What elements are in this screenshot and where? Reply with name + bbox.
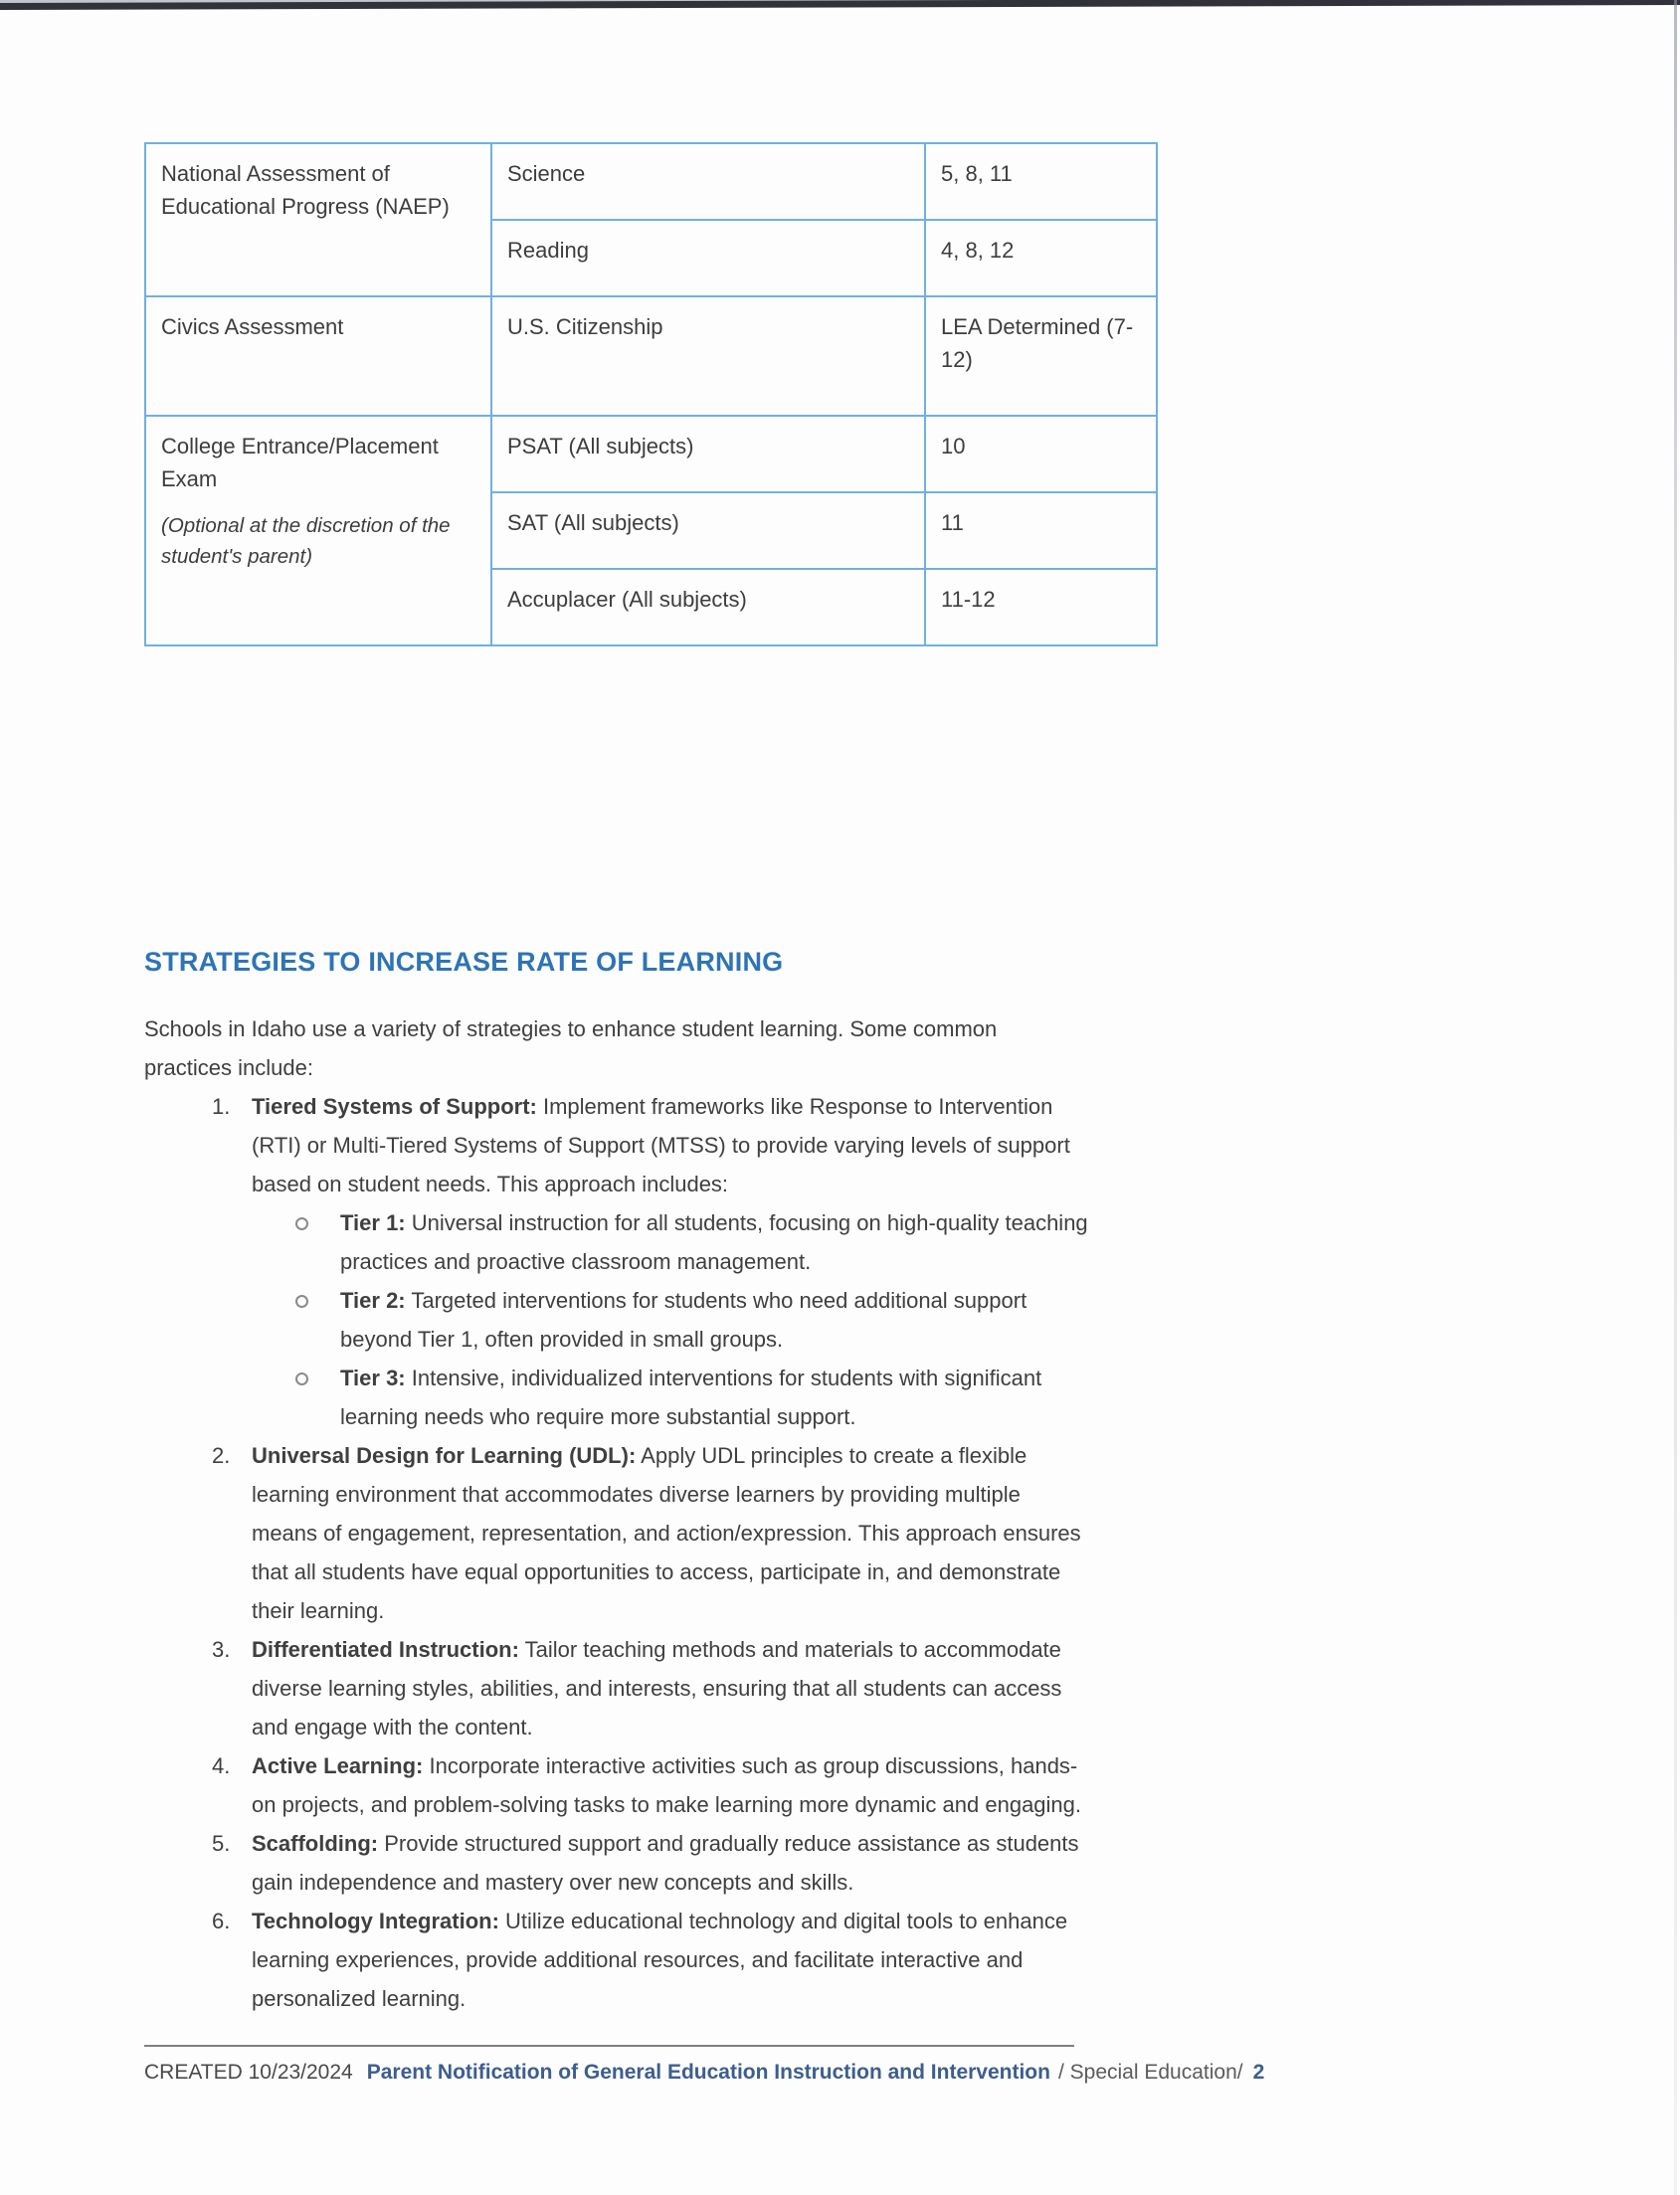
subject-cell: Science — [491, 143, 925, 220]
assessment-name-cell: Civics Assessment — [145, 296, 491, 416]
list-item — [144, 1824, 1089, 1902]
list-item — [144, 1902, 1089, 2018]
scan-edge-dark-artifact — [0, 0, 1680, 10]
page-footer — [144, 2045, 1265, 2085]
sub-list-item — [295, 1359, 1089, 1436]
list-item — [144, 1087, 1089, 1436]
list-item-number: 4. — [212, 1753, 231, 1778]
list-item-lead: Tiered Systems of Support: — [252, 1094, 537, 1119]
sub-item-lead: Tier 1: — [340, 1210, 406, 1235]
list-item-lead: Active Learning: — [252, 1753, 424, 1778]
sub-list-item — [295, 1281, 1089, 1359]
circle-bullet-icon — [295, 1372, 308, 1385]
sub-item-body: Intensive, individualized interventions for students with significant learning needs who require more substantial support. — [340, 1366, 1042, 1429]
footer-section-label: / Special Education/ — [1057, 2061, 1243, 2084]
list-item-number: 6. — [212, 1909, 231, 1933]
grades-cell: 11 — [925, 492, 1157, 569]
sub-item-text — [340, 1359, 1089, 1436]
table-row — [145, 296, 1157, 416]
sub-item-text — [340, 1203, 1089, 1281]
grades-cell: 4, 8, 12 — [925, 220, 1157, 296]
list-item-lead: Differentiated Instruction: — [252, 1637, 519, 1662]
scan-right-edge-artifact — [1674, 0, 1677, 2195]
subject-cell: PSAT (All subjects) — [491, 416, 925, 492]
subject-cell: Accuplacer (All subjects) — [491, 569, 925, 645]
subject-cell: U.S. Citizenship — [491, 296, 925, 416]
sub-list-item — [295, 1203, 1089, 1281]
grades-cell: LEA Determined (7-12) — [925, 296, 1157, 416]
footer-text — [144, 2061, 1265, 2085]
footer-page-number: 2 — [1252, 2061, 1265, 2084]
list-item — [144, 1630, 1089, 1746]
list-item-lead: Scaffolding: — [252, 1831, 379, 1856]
list-item-text — [252, 1902, 1089, 2018]
sub-item-text — [340, 1281, 1089, 1359]
table-row — [145, 143, 1157, 220]
assessment-name-cell — [145, 416, 491, 645]
section-intro-paragraph: Schools in Idaho use a variety of strategies to enhance student learning. Some common practices include: — [144, 1016, 998, 1080]
list-item-lead: Universal Design for Learning (UDL): — [252, 1443, 637, 1468]
list-item-body: Incorporate interactive activities such as group discussions, hands-on projects, and problem-solving tasks to make learning more dynamic and engaging. — [252, 1753, 1082, 1817]
list-item-body: Tailor teaching methods and materials to accommodate diverse learning styles, abilities, and interests, ensuring that all students can access and engage with the content. — [252, 1637, 1062, 1739]
subject-cell: SAT (All subjects) — [491, 492, 925, 569]
sub-item-lead: Tier 3: — [340, 1366, 406, 1390]
list-item-number: 5. — [212, 1831, 231, 1856]
circle-bullet-icon — [295, 1295, 308, 1308]
circle-bullet-icon — [295, 1217, 308, 1230]
list-item-number: 1. — [212, 1094, 231, 1119]
sub-item-body: Targeted interventions for students who need additional support beyond Tier 1, often provided in small groups. — [340, 1288, 1027, 1352]
list-item-lead: Technology Integration: — [252, 1909, 499, 1933]
list-item-number: 3. — [212, 1637, 231, 1662]
strategies-list — [144, 1087, 1089, 2018]
footer-document-title: Parent Notification of General Education Instruction and Intervention — [366, 2061, 1050, 2084]
grades-cell: 11-12 — [925, 569, 1157, 645]
list-item-number: 2. — [212, 1443, 231, 1468]
footer-divider — [144, 2045, 1074, 2047]
grades-cell: 10 — [925, 416, 1157, 492]
list-item-text — [252, 1746, 1089, 1824]
list-item-text — [252, 1630, 1089, 1746]
list-item-body: Apply UDL principles to create a flexible learning environment that accommodates diverse learners by providing multiple means of engagement, representation, and action/expression. This approach ensures that all students have equal opportunities to access, participate in, and demonstrate their learning. — [252, 1443, 1081, 1623]
list-item-text — [252, 1087, 1089, 1436]
sub-item-lead: Tier 2: — [340, 1288, 406, 1313]
list-item — [144, 1746, 1089, 1824]
assessment-note: (Optional at the discretion of the student's parent) — [161, 514, 451, 568]
table-row — [145, 416, 1157, 492]
assessment-name-cell: National Assessment of Educational Progress (NAEP) — [145, 143, 491, 296]
assessment-name: College Entrance/Placement Exam — [161, 434, 439, 491]
subject-cell: Reading — [491, 220, 925, 296]
list-item-body: Utilize educational technology and digital tools to enhance learning experiences, provide additional resources, and facilitate interactive and personalized learning. — [252, 1909, 1068, 2011]
list-item-body: Implement frameworks like Response to Intervention (RTI) or Multi-Tiered Systems of Support (MTSS) to provide varying levels of support based on student needs. This approach includes: — [252, 1094, 1070, 1196]
sub-item-body: Universal instruction for all students, focusing on high-quality teaching practices and proactive classroom management. — [340, 1210, 1088, 1274]
list-item-text — [252, 1824, 1089, 1902]
assessment-table — [144, 142, 1158, 646]
page-content — [144, 142, 1134, 2018]
section-heading: STRATEGIES TO INCREASE RATE OF LEARNING — [144, 947, 784, 977]
list-item-body: Provide structured support and gradually reduce assistance as students gain independence and mastery over new concepts and skills. — [252, 1831, 1079, 1895]
footer-created-date: CREATED 10/23/2024 — [144, 2061, 353, 2084]
grades-cell: 5, 8, 11 — [925, 143, 1157, 220]
list-item — [144, 1436, 1089, 1630]
list-item-text — [252, 1436, 1089, 1630]
